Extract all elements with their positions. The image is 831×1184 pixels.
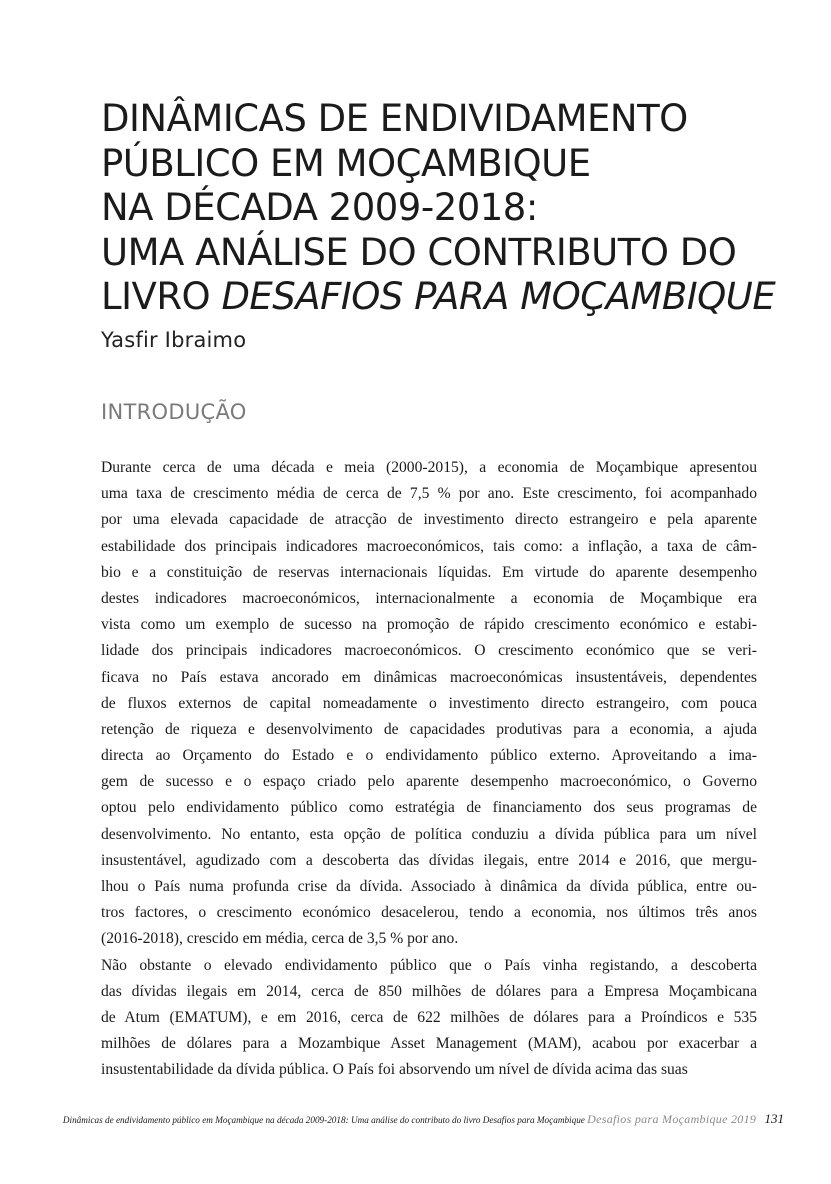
page-footer <box>26 1111 784 1128</box>
body-line: lidade dos principais indicadores macroeconómicos. O crescimento económico que se veri- <box>101 642 757 660</box>
author-name: Yasfir Ibraimo <box>101 328 247 352</box>
body-line: Durante cerca de uma década e meia (2000-2015), a economia de Moçambique apresentou <box>101 459 757 476</box>
title-line-5 <box>101 275 781 320</box>
body-line: por uma elevada capacidade de atracção de investimento directo estrangeiro e pela aparente <box>101 511 757 529</box>
body-line: desenvolvimento. No entanto, esta opção de política conduziu a dívida pública para um nível <box>101 825 757 843</box>
article-title <box>101 97 781 320</box>
body-line: tros factores, o crescimento económico desacelerou, tendo a economia, nos últimos três anos <box>101 904 757 922</box>
body-line: destes indicadores macroeconómicos, internacionalmente a economia de Moçambique era <box>101 589 757 607</box>
body-line: insustentável, agudizado com a descoberta das dívidas ilegais, entre 2014 e 2016, que mergu- <box>101 851 757 869</box>
body-line: ficava no País estava ancorado em dinâmicas macroeconómicas insustentáveis, dependentes <box>101 668 757 686</box>
body-line: lhou o País numa profunda crise da dívida. Associado à dinâmica da dívida pública, entre ou- <box>101 878 757 895</box>
body-line: directa ao Orçamento do Estado e o endividamento público externo. Aproveitando a ima- <box>101 747 757 765</box>
body-line: Não obstante o elevado endividamento público que o País vinha registando, a descoberta <box>101 956 757 974</box>
title-line-3: NA DÉCADA 2009-2018: <box>101 186 538 229</box>
title-line-1: DINÂMICAS DE ENDIVIDAMENTO <box>101 97 688 140</box>
body-line: vista como um exemplo de sucesso na promoção de rápido crescimento económico e estabi- <box>101 616 757 634</box>
body-line: retenção de riqueza e desenvolvimento de capacidades produtivas para a economia, a ajuda <box>101 720 757 738</box>
body-line: (2016-2018), crescido em média, cerca de 3,5 % por ano. <box>101 930 459 948</box>
body-line: de Atum (EMATUM), e em 2016, cerca de 622 milhões de dólares para a Proíndicos e 535 <box>101 1008 757 1026</box>
body-line: bio e a constituição de reservas internacionais líquidas. Em virtude do aparente desempenho <box>101 563 757 581</box>
body-line: milhões de dólares para a Mozambique Asset Management (MAM), acabou por exacerbar a <box>101 1035 757 1053</box>
body-line: gem de sucesso e o espaço criado pelo aparente desempenho macroeconómico, o Governo <box>101 773 757 791</box>
section-heading: INTRODUÇÃO <box>101 400 247 424</box>
body-line: de fluxos externos de capital nomeadamente o investimento directo estrangeiro, com pouca <box>101 694 757 712</box>
body-line: uma taxa de crescimento média de cerca de 7,5 % por ano. Este crescimento, foi acompanhado <box>101 485 757 503</box>
body-line: das dívidas ilegais em 2014, cerca de 850 milhões de dólares para a Empresa Moçambicana <box>101 982 757 1000</box>
body-line: optou pelo endividamento público como estratégia de financiamento dos seus programas de <box>101 799 757 817</box>
footer-running-title: Dinâmicas de endividamento público em Moçambique na década 2009-2018: Uma análise do contributo do livro Desafios para Moçambique <box>62 1115 585 1125</box>
title-line-2: PÚBLICO EM MOÇAMBIQUE <box>101 141 591 185</box>
paragraph-2 <box>101 953 757 1084</box>
body-text <box>101 455 757 1084</box>
page-number: 131 <box>764 1111 784 1126</box>
paragraph-1 <box>101 455 757 953</box>
title-line-5-prefix: LIVRO <box>101 275 222 318</box>
title-book-name: DESAFIOS PARA MOÇAMBIQUE <box>221 275 776 318</box>
body-line: insustentabilidade da dívida pública. O País foi absorvendo um nível de dívida acima das suas <box>101 1061 688 1079</box>
footer-book-title: Desafios para Moçambique 2019 <box>587 1112 757 1126</box>
body-line: estabilidade dos principais indicadores macroeconómicos, tais como: a inflação, a taxa de câm- <box>101 537 757 555</box>
title-line-4: UMA ANÁLISE DO CONTRIBUTO DO <box>101 230 737 274</box>
